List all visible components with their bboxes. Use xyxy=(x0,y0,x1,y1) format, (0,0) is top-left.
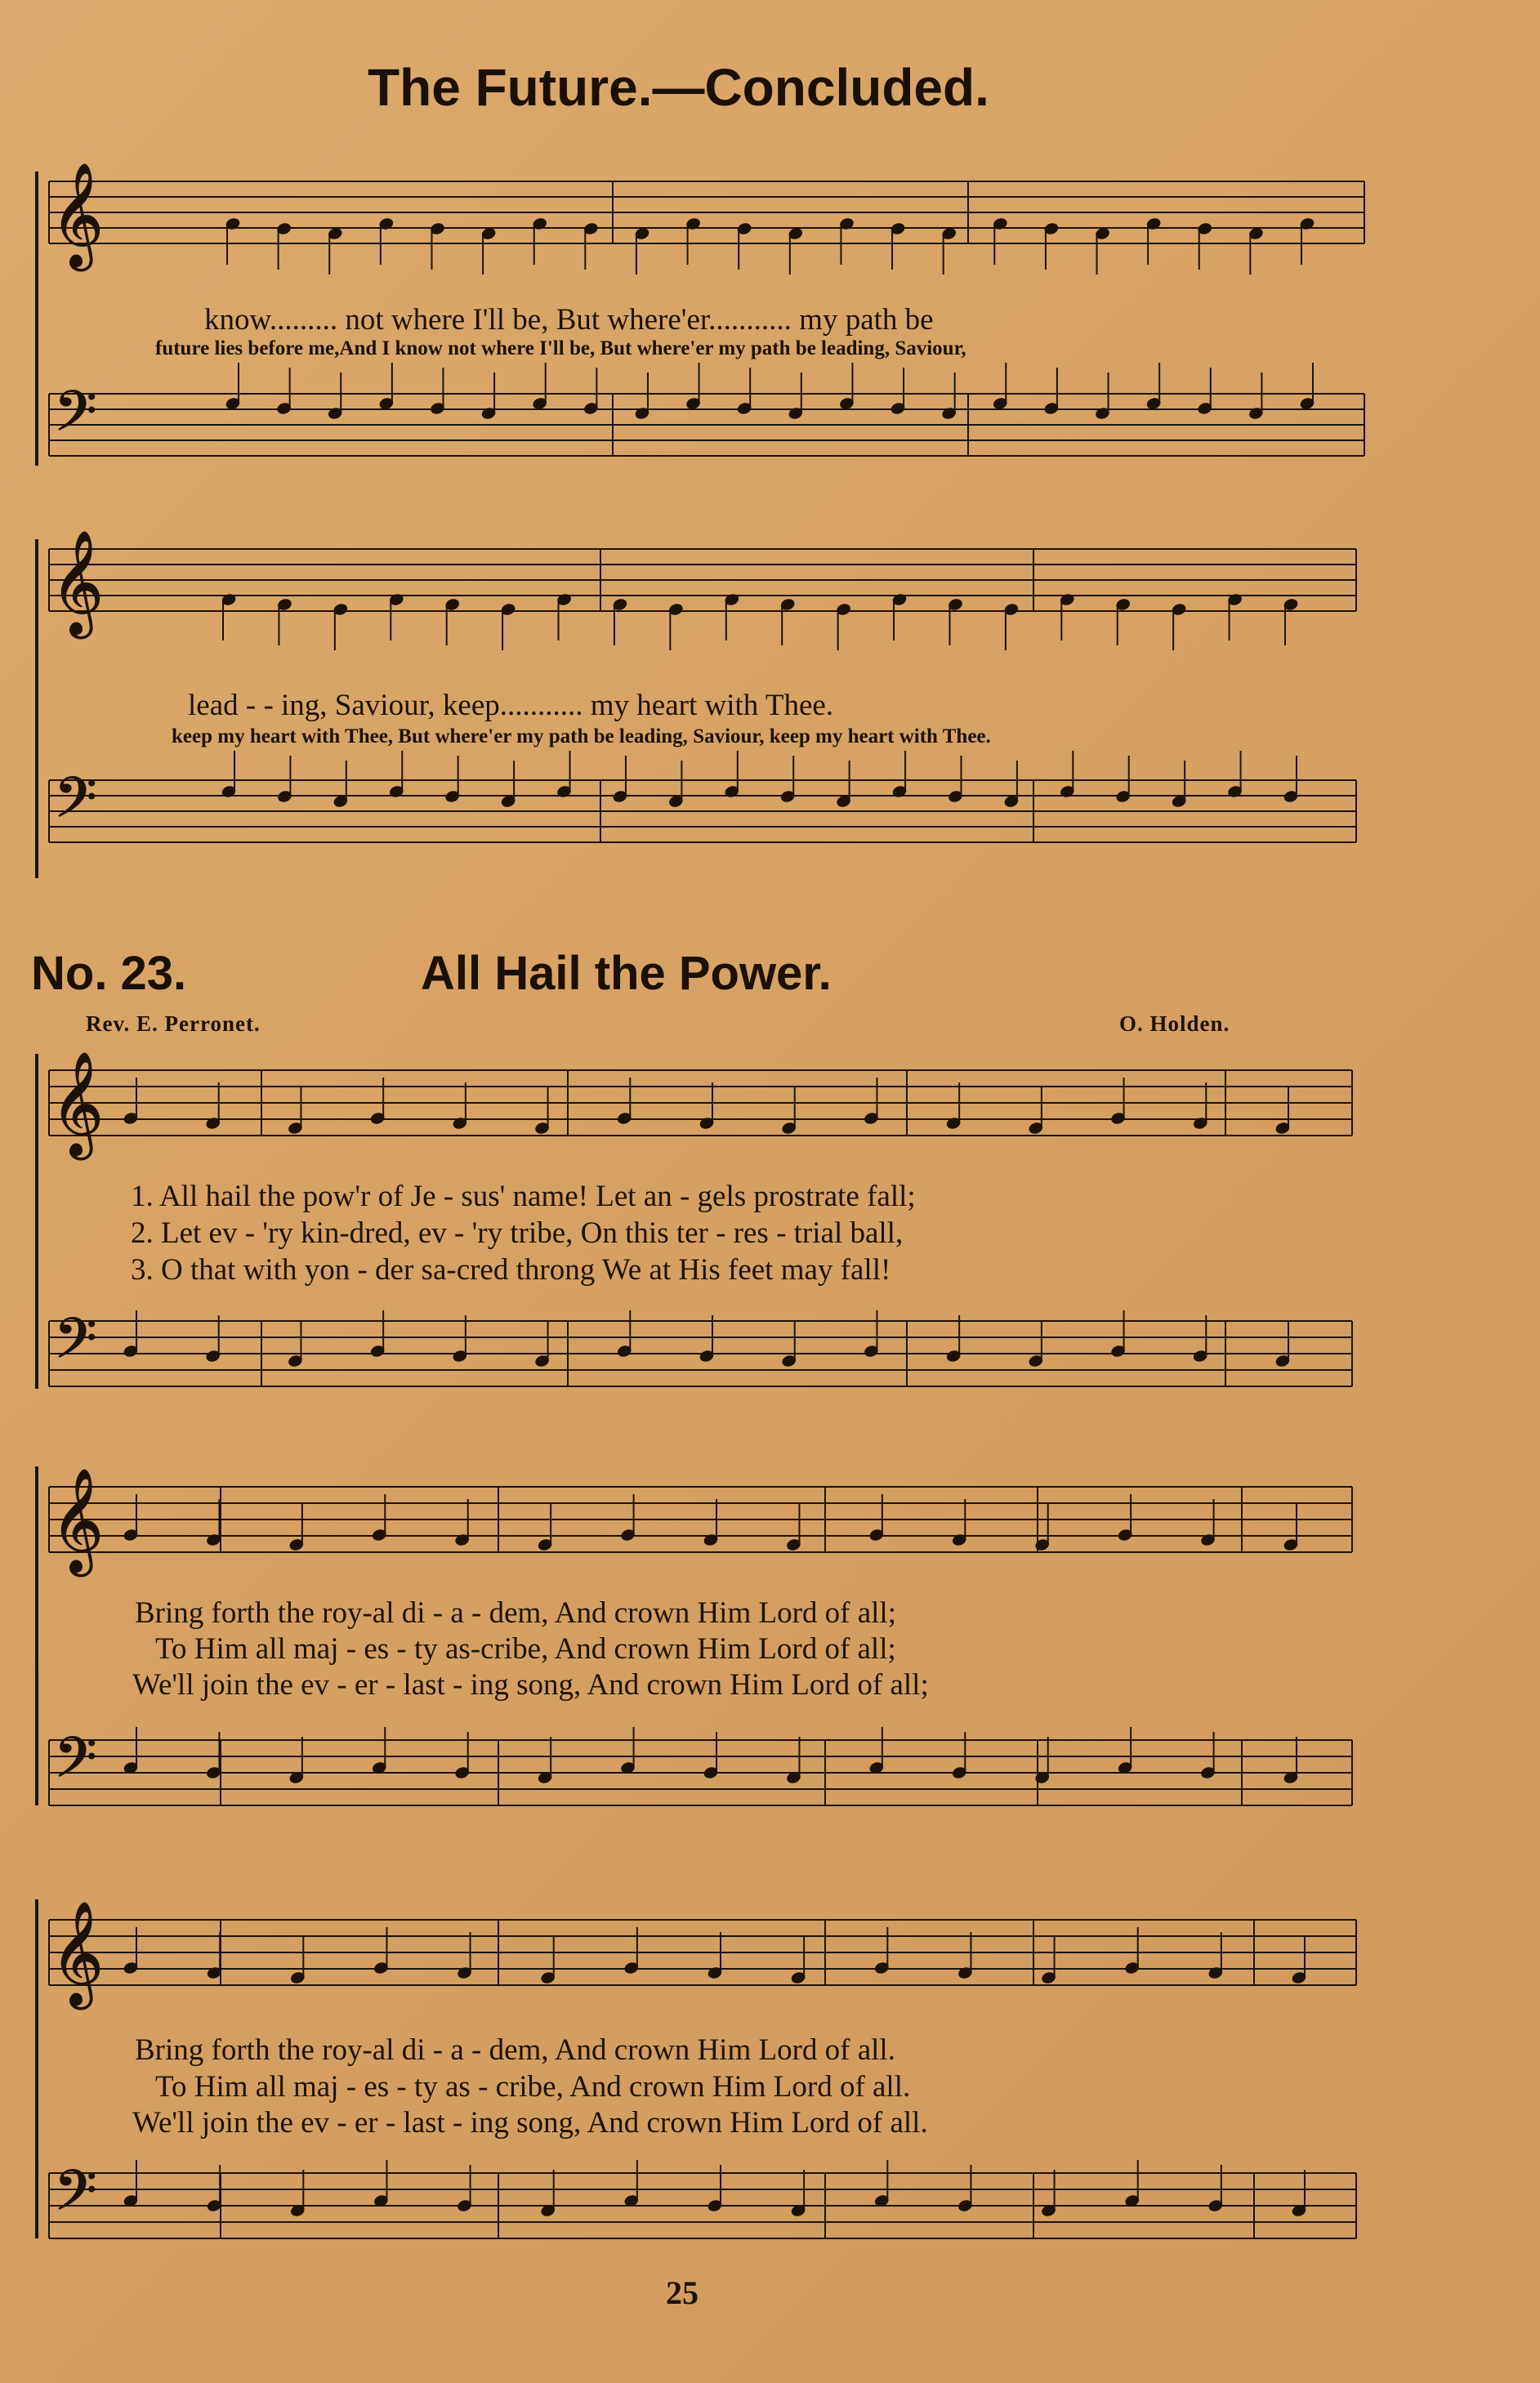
hymn-author: Rev. E. Perronet. xyxy=(86,1011,261,1036)
verse-1-line-a: 1. All hail the pow'r of Je - sus' name! Let an - gels prostrate fall; xyxy=(131,1180,916,1213)
treble-clef-icon: 𝄞 xyxy=(51,1051,105,1155)
bass-clef-icon: 𝄢 xyxy=(54,1726,97,1804)
staff-treble-b xyxy=(49,549,1356,611)
bass-clef-icon: 𝄢 xyxy=(54,380,97,457)
staff-bass-1 xyxy=(49,1321,1352,1386)
verse-3-line-a: 3. O that with yon - der sa-cred throng We at His feet may fall! xyxy=(131,1253,891,1287)
staff-bass-3 xyxy=(49,2173,1356,2238)
staff-treble-2 xyxy=(49,1487,1352,1552)
bass-clef-icon: 𝄢 xyxy=(54,2159,97,2237)
verse-3-line-b: We'll join the ev - er - last - ing song, And crown Him Lord of all; xyxy=(132,1668,929,1702)
verse-2-line-c: To Him all maj - es - ty as - cribe, And crown Him Lord of all. xyxy=(155,2070,911,2104)
treble-clef-icon: 𝄞 xyxy=(51,1467,105,1572)
hymn-number: No. 23. xyxy=(31,947,187,1000)
staff-treble-a xyxy=(49,181,1364,243)
treble-clef-icon: 𝄞 xyxy=(51,1900,105,2005)
verse-1-line-c: Bring forth the roy-al di - a - dem, And crown Him Lord of all. xyxy=(135,2033,895,2067)
verse-1-line-b: Bring forth the roy-al di - a - dem, And crown Him Lord of all; xyxy=(135,1596,896,1630)
staff-treble-3 xyxy=(49,1920,1356,1985)
future-line2-alto-lyrics: keep my heart with Thee, But where'er my path be leading, Saviour, keep my heart with Thee. xyxy=(172,725,991,747)
verse-3-line-c: We'll join the ev - er - last - ing song, And crown Him Lord of all. xyxy=(132,2106,928,2140)
staff-bass-b xyxy=(49,780,1356,842)
future-line1-alto-lyrics: future lies before me,And I know not where I'll be, But where'er my path be leading, Saviour, xyxy=(155,337,966,359)
hymn-composer: O. Holden. xyxy=(1119,1011,1230,1036)
page-title: The Future.—Concluded. xyxy=(368,58,989,117)
page-number: 25 xyxy=(666,2274,699,2311)
verse-2-line-a: 2. Let ev - 'ry kin-dred, ev - 'ry tribe, On this ter - res - trial ball, xyxy=(131,1216,904,1250)
bass-clef-icon: 𝄢 xyxy=(54,1307,97,1385)
future-line2-melody-lyrics: lead - - ing, Saviour, keep........... my heart with Thee. xyxy=(188,689,834,722)
verse-2-line-b: To Him all maj - es - ty as-cribe, And crown Him Lord of all; xyxy=(155,1632,896,1666)
staff-bass-2 xyxy=(49,1740,1352,1805)
future-line1-melody-lyrics: know......... not where I'll be, But where'er........... my path be xyxy=(204,303,934,337)
hymn-title: All Hail the Power. xyxy=(421,947,832,1000)
bass-clef-icon: 𝄢 xyxy=(54,766,97,844)
treble-clef-icon: 𝄞 xyxy=(51,529,105,634)
staff-bass-a xyxy=(49,394,1364,456)
treble-clef-icon: 𝄞 xyxy=(51,162,105,266)
